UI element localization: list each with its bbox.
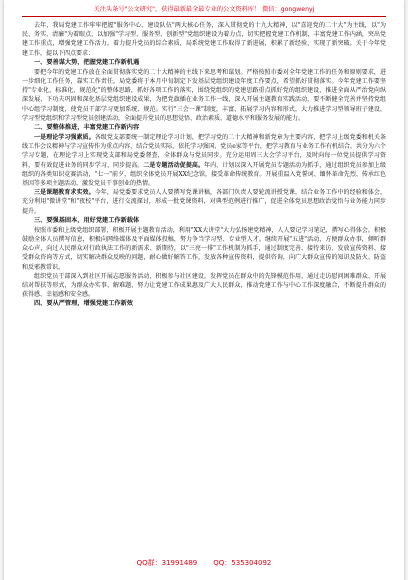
footer-contact — [4, 556, 404, 570]
special-activities-text: 年内，计划以深入开展党员专题活动为抓手，通过组织党员参加上级组织的各类知识竞赛活动，"七一"前夕，组织全体党员开展XX纪念馆，接受革命传统教育。开展重温入党誓词、缅怀革命先烈、传承红色基因等多项主题活动，激发党员干事创业的热情。 — [22, 161, 386, 188]
theory-study-text: 各级党支部要统一制定理论学习计划，把学习党的二十大精神和新党章为主要内容，把学习上级党委和机关条线工作会议精神与学习宣传作为重点内容，结合党员实际，依托学习强国、党员e家等平台，把学习教育与业务工作有机结合，共分为六个学习专题，在理论学习上实现党支部和局党委督查，全体群众与党员同步。充分运用周三大会学习平台，及时向每一位党员提供学习资料，要有效促进业务的同步学习、同步提高。 — [22, 134, 386, 169]
header-divider — [22, 16, 386, 17]
intro-paragraph: 去年，我局党建工作牢牢把握"服务中心、建设队伍"两大核心任务，深入贯彻党的十九大精神，以"喜迎党的二十大"为主线，以"为民、务实、清廉"为着眼点，以加强"学习型、服务型、创新型"党组织建设为着力点，切实把握党建工作机制，丰富党建工作内涵，突出党建工作重点，增强党建工作活力，着力提升党员的综合素质，局系统党建工作取得了新进展，积累了新经验，实现了新突破。关于今年党建工作，提以下四点要求： — [22, 22, 386, 57]
section-heading-3: 三、要强基固本，用好党建工作新载体 — [34, 216, 140, 224]
subheading-theory-study: 一是理论学习强素质。 — [34, 134, 95, 142]
document-page — [4, 0, 404, 580]
section-heading-1: 一、要善谋大势，把握党建工作新机遇 — [34, 58, 140, 66]
section-3-paragraph-1: 按照市委和上级党组织部署，积极开展主题教育活动，利用"XX大讲堂"大力弘扬建党精神，人人要记学习笔记，撰写心得体会。积极鼓励全体人员撰写信息，积极向网络媒体及平面媒体投稿，努力争当学习型、专业型人才。继续开展"五进"活动，方便群众办事，倾听群众心声，向过人民群众对行政执法工作的新需求、新期待，以"三亮一排"工作机制为抓手，通过制度完善、接待来访、发放宣传资料、接受群众咨询等方式，切实解决群众反映的问题，耐心做好解答工作，发放各种宣传资料，提供咨询，向广大群众宣传的知识及防火、防盗和反邪教常识。 — [22, 226, 386, 271]
subheading-topic-education: 三是课题教育求实效。 — [34, 189, 95, 197]
topic-education-text: 今年，局党委要求党员人人要撰写党课讲稿，各部门负责人要轮流讲授党课，结合业务工作中的经验和体会，充分利用"微讲堂"和"夜校"平台，进行交流探讨，形成一批党课资料，对典型范例进行推广，促进全体党员思想政治觉悟与业务能力同步提升。 — [22, 189, 386, 215]
section-1-paragraph: 要把今年的党建工作放在全面贯彻落实党的二十大精神的主线下来思考和谋划。严格按照市委对全年党建工作的任务和原则要求，进一步细化工作任务，靠实工作责任，局党委将于本月中旬制定下发基层党组织建设年度工作要点，希望抓好贯彻落实。今年党建工作要坚持"专业化、标准化、规范化"的整体思路，抓好各项工作的落实，围绕党组织的党建思路重点抓好党的组织建设，推进全面从严治党向纵深发展，下功夫巩固和深化基层党组织建设成果，为把党旗插在业务工作一线，深入开展主题教育实践活动，要不断健全完善并坚持党组中心组学习制度，使党员干部学习更加系统、规范。实行"三会一课"制度，丰富、拓展学习内容和形式，大力推进学习型领导班子建设，学习型党组织和学习型党员创建活动，全面提升党员的思想觉悟、政治素质、道德水平和服务发展的能力。 — [22, 68, 386, 122]
section-2-paragraph-2 — [22, 188, 386, 216]
subheading-special-activities: 二是专题活动促提高。 — [143, 161, 205, 169]
section-2-paragraph-1 — [22, 133, 386, 188]
section-3-paragraph-2: 组织党员干部深入到社区开展志愿服务活动，积极参与社区建设，发挥党员在群众中的先锋模范作用，通过走访慰问困难群众、开展结对帮扶等形式，为群众办实事、解难题，努力让党建工作成果惠及广大人民群众，推动党建工作与中心工作深度融合，不断提升群众的获得感、幸福感和安全感。 — [22, 272, 386, 299]
section-heading-2: 二、要整体推进，丰富党建工作新内容 — [34, 124, 140, 132]
section-heading-4: 四、要从严管理，增强党建工作新效 — [34, 300, 133, 308]
footer-qq-group: QQ群：31991489 — [136, 559, 198, 567]
document-body — [22, 21, 386, 309]
header-banner: 关注头条号"公文研究"，获得最新最全最专业的公文资料库！ 微信：gongwenyj — [93, 6, 315, 13]
footer-qq: QQ：535304092 — [213, 559, 272, 567]
